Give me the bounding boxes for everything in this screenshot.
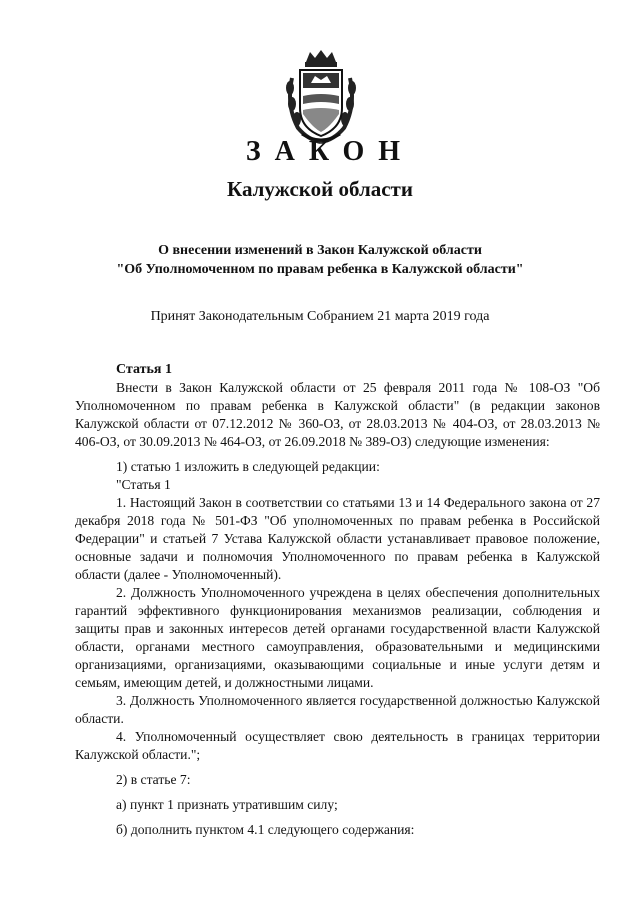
paragraph: "Статья 1 <box>116 477 171 492</box>
paragraph: 1) статью 1 изложить в следующей редакции: <box>116 459 380 474</box>
paragraph: 1. Настоящий Закон в соответствии со статьями 13 и 14 Федерального закона от 27 декабря 2018 года № 501-ФЗ "Об уполномоченных по правам ребенка в Российской Федерации" и статьей 7 Устава Калужской области устанавливает правовое положение, основные задачи и полномочия Уполномоченного по правам ребенка в Калужской области (далее - Уполномоченный). <box>75 495 600 582</box>
paragraph: 2. Должность Уполномоченного учреждена в целях обеспечения дополнительных гарантий эффективного функционирования механизмов реализации, соблюдения и защиты прав и законных интересов детей органами государственной власти Калужской области, органами местного самоуправления, образовательными и медицинскими организациями, организациями, оказывающими социальные и иные услуги детям и семьям, имеющим детей, и должностными лицами. <box>75 585 600 690</box>
paragraph: 2) в статье 7: <box>116 772 191 787</box>
article-heading: Статья 1 <box>116 362 172 377</box>
paragraph: 4. Уполномоченный осуществляет свою деятельность в границах территории Калужской области."; <box>75 729 600 762</box>
law-subject-line-2: "Об Уполномоченном по правам ребенка в Калужской области" <box>116 262 524 277</box>
paragraph: б) дополнить пунктом 4.1 следующего содержания: <box>116 822 415 837</box>
law-subject-line-1: О внесении изменений в Закон Калужской области <box>158 243 482 258</box>
article-body <box>75 379 600 839</box>
paragraph: 3. Должность Уполномоченного является государственной должностью Калужской области. <box>75 693 600 726</box>
paragraph: Внести в Закон Калужской области от 25 февраля 2011 года № 108-ОЗ "Об Уполномоченном по правам ребенка в Калужской области" (в редакции законов Калужской области от 07.12.2012 № 360-ОЗ, от 28.03.2013 № 404-ОЗ, от 28.03.2013 № 406-ОЗ, от 30.09.2013 № 464-ОЗ, от 26.09.2018 № 389-ОЗ) следующие изменения: <box>75 380 600 449</box>
region-name: Калужской области <box>227 177 413 201</box>
kaluga-coat-of-arms-icon <box>284 48 358 144</box>
law-title: ЗАКОН <box>245 136 415 167</box>
adoption-note: Принят Законодательным Собранием 21 марта 2019 года <box>150 309 490 324</box>
paragraph: а) пункт 1 признать утратившим силу; <box>116 797 338 812</box>
